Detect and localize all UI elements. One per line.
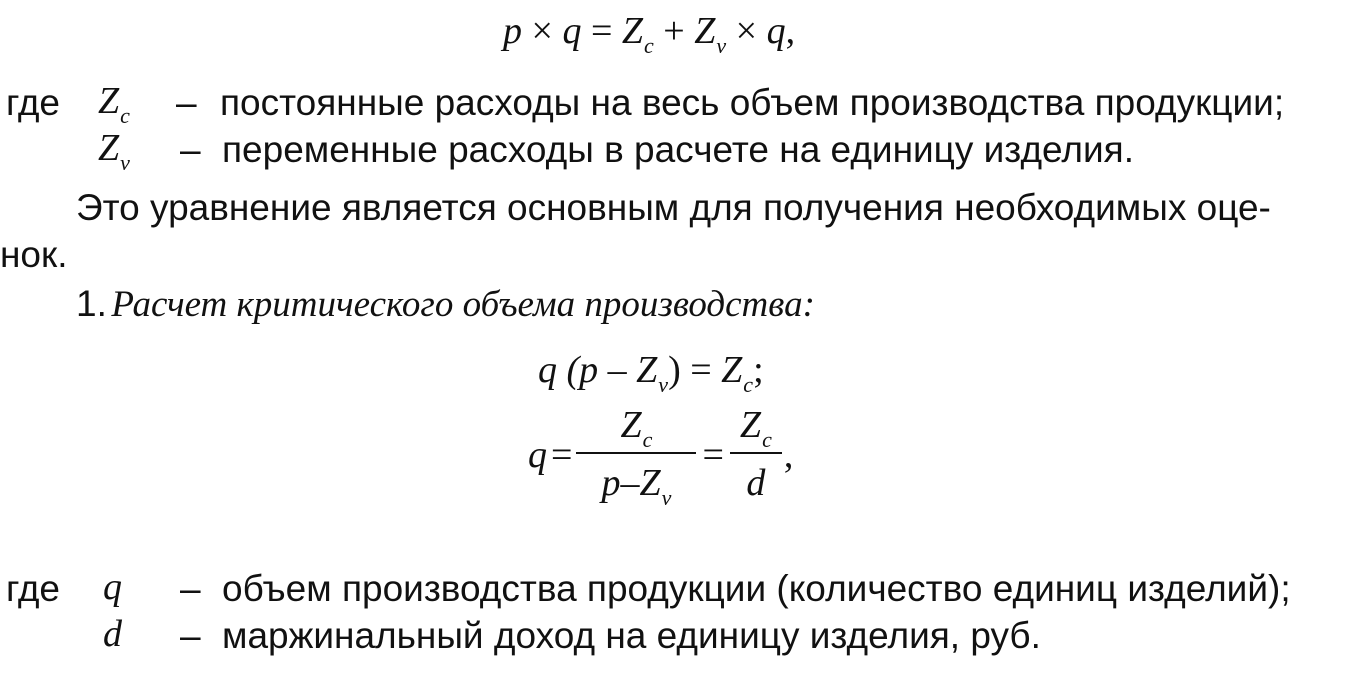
- equation-critical-volume: [538, 349, 764, 397]
- var-q: q: [562, 10, 582, 52]
- var-q: q: [103, 566, 122, 608]
- denominator: [740, 461, 771, 504]
- var-z: Z: [739, 404, 762, 446]
- equals-sign: =: [702, 433, 724, 476]
- def-symbol-q: [103, 568, 122, 606]
- def-dash: –: [176, 82, 197, 123]
- fraction-bar: [576, 452, 696, 454]
- minus-sign: –: [607, 349, 627, 391]
- paragraph-line-2: нок.: [0, 234, 68, 275]
- var-z-c: Z: [621, 10, 644, 52]
- where-label: где: [6, 568, 61, 609]
- subscript-v: v: [661, 484, 672, 510]
- var-z: Z: [98, 80, 120, 122]
- var-p: p: [503, 10, 522, 52]
- equals-sign: =: [551, 433, 573, 476]
- where-label: где: [6, 82, 61, 123]
- def-dash: –: [180, 615, 201, 656]
- times-sign: ×: [735, 10, 758, 52]
- var-z: Z: [721, 349, 743, 391]
- equals-sign: =: [690, 349, 712, 391]
- subscript-v: v: [658, 372, 669, 397]
- fraction-bar: [730, 452, 782, 454]
- times-sign: ×: [531, 10, 553, 52]
- def-text-production-volume: объем производства продукции (количество единиц изделий);: [222, 568, 1291, 609]
- subscript-c: c: [642, 427, 653, 452]
- item-colon: :: [802, 284, 815, 325]
- def-dash: –: [180, 568, 201, 609]
- var-z: Z: [636, 349, 658, 391]
- var-q: q: [538, 349, 557, 391]
- equation-total-cost: [503, 10, 796, 58]
- fraction-zc-over-p-minus-zv: [576, 404, 696, 510]
- close-paren: ): [668, 349, 681, 391]
- equals-sign: =: [590, 10, 613, 52]
- var-z: Z: [98, 127, 120, 169]
- var-q: q: [528, 433, 547, 476]
- semicolon: ;: [753, 349, 764, 391]
- open-paren-p: (p: [566, 349, 599, 391]
- def-symbol-z-c: [98, 80, 130, 128]
- comma: ,: [785, 10, 796, 52]
- denominator: [595, 461, 677, 510]
- equation-fractions: [528, 404, 794, 510]
- def-symbol-d: [103, 615, 122, 653]
- fraction-zc-over-d: [730, 406, 782, 504]
- plus-sign: +: [663, 10, 685, 52]
- def-text-fixed-costs: постоянные расходы на весь объем производства продукции;: [220, 82, 1285, 123]
- var-z-v: Z: [694, 10, 716, 52]
- var-z: Z: [639, 461, 661, 504]
- subscript-v: v: [716, 33, 727, 58]
- var-d: d: [746, 461, 766, 504]
- comma: ,: [783, 433, 794, 476]
- paragraph-line-1: Это уравнение является основным для получения необходимых оце-: [76, 187, 1271, 228]
- subscript-v: v: [120, 150, 130, 175]
- def-symbol-z-v: [98, 127, 130, 175]
- def-text-marginal-income: маржинальный доход на единицу изделия, руб.: [222, 615, 1041, 656]
- minus-sign: –: [620, 461, 640, 504]
- item-number: 1.: [76, 283, 107, 324]
- numerator: [734, 404, 778, 452]
- subscript-c: c: [644, 33, 654, 58]
- numerator: [614, 404, 658, 452]
- var-d: d: [103, 613, 122, 655]
- item-title: Расчет критического объема производства: [111, 284, 803, 325]
- var-q: q: [766, 10, 786, 52]
- def-text-variable-costs: переменные расходы в расчете на единицу изделия.: [222, 129, 1134, 170]
- subscript-c: c: [120, 103, 130, 128]
- subscript-c: c: [743, 372, 754, 397]
- item-heading: [76, 283, 815, 326]
- var-z: Z: [620, 404, 642, 446]
- subscript-c: c: [762, 427, 772, 452]
- var-p: p: [601, 461, 621, 504]
- def-dash: –: [180, 129, 201, 170]
